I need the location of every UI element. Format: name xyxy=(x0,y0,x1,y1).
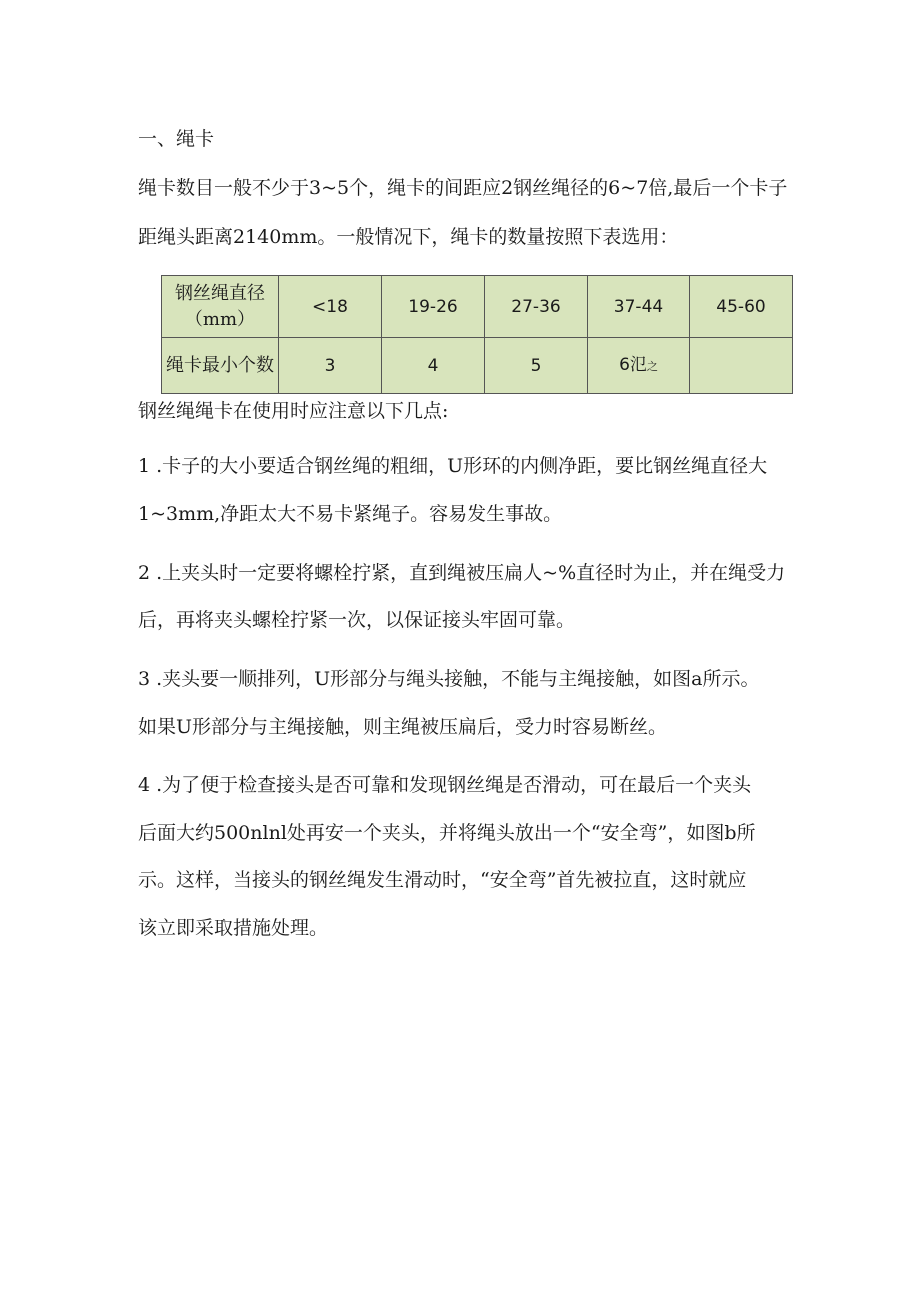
intro-line-2: 距绳头距离2140mm。一般情况下，绳卡的数量按照下表选用： xyxy=(138,226,679,248)
item-2-line-2: 后，再将夹头螺栓拧紧一次，以保证接头牢固可靠。 xyxy=(138,609,576,631)
table-row-min-count xyxy=(162,338,793,394)
item-1-line-1: 1 .卡子的大小要适合钢丝绳的粗细，U形环的内侧净距，要比钢丝绳直径大 xyxy=(138,455,768,477)
item-1-line-2: 1~3mm,净距太大不易卡紧绳子。容易发生事故。 xyxy=(138,503,563,525)
section-heading: 一、绳卡 xyxy=(138,128,215,150)
table-cell: 27-36 xyxy=(485,276,588,338)
table-cell: 45-60 xyxy=(690,276,793,338)
table-cell xyxy=(690,338,793,394)
notes-title: 钢丝绳绳卡在使用时应注意以下几点: xyxy=(138,400,449,422)
item-4-line-2: 后面大约500nlnl处再安一个夹头，并将绳头放出一个“安全弯”，如图b所 xyxy=(138,822,756,844)
item-4-line-4: 该立即采取措施处理。 xyxy=(138,917,329,939)
intro-line-1: 绳卡数目一般不少于3~5个，绳卡的间距应2钢丝绳径的6~7倍,最后一个卡子 xyxy=(138,177,788,199)
item-4-line-3: 示。这样，当接头的钢丝绳发生滑动时，“安全弯”首先被拉直，这时就应 xyxy=(138,869,747,891)
item-4-line-1: 4 .为了便于检查接头是否可靠和发现钢丝绳是否滑动，可在最后一个夹头 xyxy=(138,774,752,796)
item-2-line-1: 2 .上夹头时一定要将螺栓拧紧，直到绳被压扁人~%直径时为止，并在绳受力 xyxy=(138,562,786,584)
table-header-diameter: 钢丝绳直径（mm） xyxy=(162,276,279,338)
table-cell: 19-26 xyxy=(382,276,485,338)
table-cell-suffix: 之 xyxy=(646,359,658,373)
table-header-min-count: 绳卡最小个数 xyxy=(162,338,279,394)
table-cell xyxy=(588,338,690,394)
table-cell: 3 xyxy=(279,338,382,394)
rope-clip-table xyxy=(161,275,793,394)
table-cell: 5 xyxy=(485,338,588,394)
item-3-line-1: 3 .夹头要一顺排列，U形部分与绳头接触，不能与主绳接触，如图a所示。 xyxy=(138,668,760,690)
table-cell: <18 xyxy=(279,276,382,338)
table-cell-text: 6氾 xyxy=(619,354,647,375)
table-cell: 37-44 xyxy=(588,276,690,338)
table-cell: 4 xyxy=(382,338,485,394)
table-row-diameter xyxy=(162,276,793,338)
item-3-line-2: 如果U形部分与主绳接触，则主绳被压扁后，受力时容易断丝。 xyxy=(138,716,668,738)
